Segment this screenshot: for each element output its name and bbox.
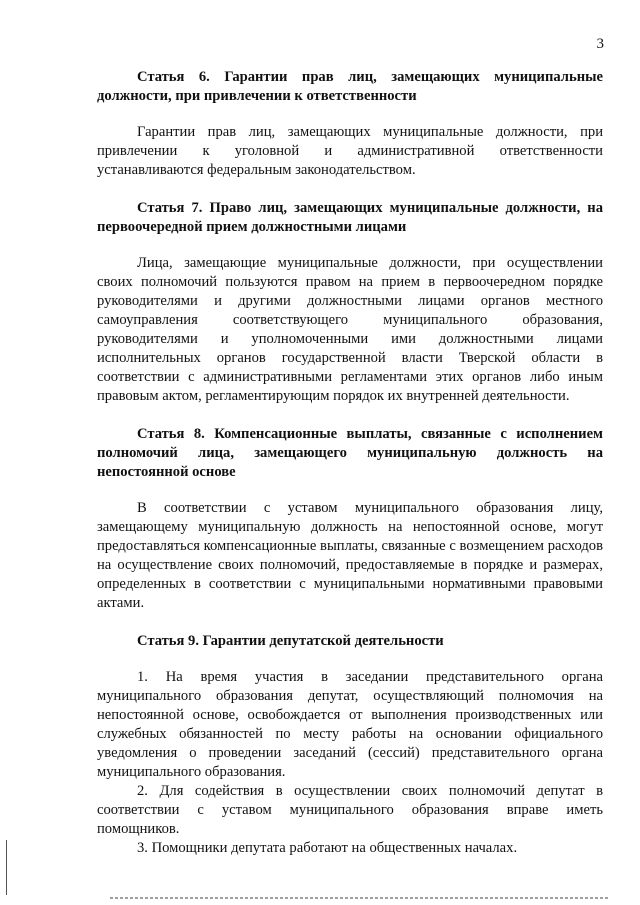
article-7-paragraph: Лица, замещающие муниципальные должности, при осуществлении своих полномочий пользуются правом на прием в первоочередном порядке руководителями и другими должностными лицами органов местного самоуправления соответствующего муниципального образования, руководителями и уполномоченными ими должностными лицами исполнительных органов государственной власти Тверской области в соответствии с административными регламентами этих органов либо иным правовым актом, регламентирующим порядок их внутренней деятельности.: [97, 255, 603, 404]
article-9-heading: Статья 9. Гарантии депутатской деятельности: [137, 633, 444, 649]
document-body: [97, 68, 603, 858]
article-9-item-2: 2. Для содействия в осуществлении своих полномочий депутат в соответствии с уставом муниципального образования вправе иметь помощников.: [97, 783, 603, 837]
scan-left-edge-line: [6, 840, 7, 895]
article-8-paragraph: В соответствии с уставом муниципального образования лицу, замещающему муниципальную должность на непостоянной основе, могут предоставляться компенсационные выплаты, связанные с возмещением расходов на осуществление своих полномочий, предоставляемые в порядке и размерах, определенных в соответствии с муниципальными нормативными правовыми актами.: [97, 500, 603, 611]
article-8-heading: Статья 8. Компенсационные выплаты, связанные с исполнением полномочий лица, замещающего муниципальную должность на непостоянной основе: [97, 426, 603, 480]
article-6-heading: Статья 6. Гарантии прав лиц, замещающих муниципальные должности, при привлечении к ответственности: [97, 69, 603, 104]
scan-bottom-edge-line: [110, 897, 610, 899]
article-9-item-1: 1. На время участия в заседании представительного органа муниципального образования депутат, осуществляющий полномочия на непостоянной основе, освобождается от выполнения производственных или служебных обязанностей по месту работы на основании официального уведомления о проведении заседаний (сессий) представительного органа муниципального образования.: [97, 669, 603, 780]
article-7-heading: Статья 7. Право лиц, замещающих муниципальные должности, на первоочередной прием должностными лицами: [97, 200, 603, 235]
article-9-item-3: 3. Помощники депутата работают на общественных началах.: [137, 840, 518, 856]
article-6-paragraph: Гарантии прав лиц, замещающих муниципальные должности, при привлечении к уголовной и административной ответственности устанавливаются федеральным законодательством.: [97, 124, 603, 178]
page-number: 3: [596, 36, 604, 52]
